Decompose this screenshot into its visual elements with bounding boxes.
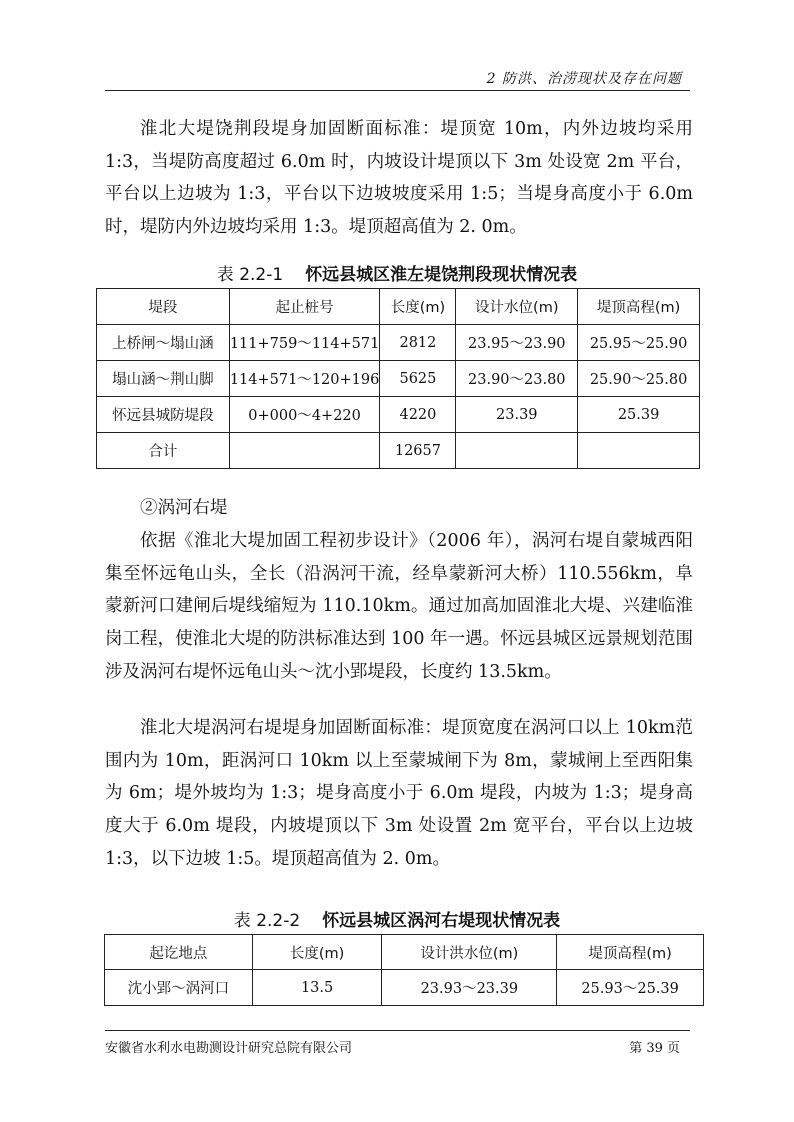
table-cell-total: 12657 xyxy=(380,433,456,469)
table-cell: 25.95～25.90 xyxy=(578,325,700,361)
table1-header-row xyxy=(97,289,700,325)
table-cell: 25.90～25.80 xyxy=(578,361,700,397)
table-cell: 13.5 xyxy=(252,970,382,1006)
table1-header-cell: 堤段 xyxy=(97,289,230,325)
paragraph-guohe-overview: 依据《淮北大堤加固工程初步设计》（2006 年），涡河右堤自蒙城西阳集至怀远龟山头，全长（沿涡河干流，经阜蒙新河大桥）110.556km，阜蒙新河口建闸后堤线缩短为 110.10km。通过加高加固淮北大堤、兴建临淮岗工程，使淮北大堤的防洪标准达到 100 年一遇。怀远县城区远景规划范围涉及涡河右堤怀远龟山头～沈小郢堤段，长度约 13.5km。 xyxy=(105,531,693,682)
table-cell: 111+759～114+571 xyxy=(229,325,380,361)
footer-organization: 安徽省水利水电勘测设计研究总院有限公司 xyxy=(105,1041,353,1056)
table-cell: 塌山涵～荆山脚 xyxy=(97,361,230,397)
chapter-title: 2 防洪、治涝现状及存在问题 xyxy=(486,71,682,87)
table2-header-cell: 设计洪水位(m) xyxy=(382,935,557,970)
table-cell: 25.39 xyxy=(578,397,700,433)
section-heading: ②涡河右堤 xyxy=(140,498,228,518)
table2-header-cell: 长度(m) xyxy=(252,935,382,970)
table1-header-cell: 起止桩号 xyxy=(229,289,380,325)
table2-header-cell: 堤顶高程(m) xyxy=(557,935,704,970)
table-cell: 23.95～23.90 xyxy=(456,325,578,361)
table-cell: 2812 xyxy=(380,325,456,361)
table2-number: 表 2.2-2 xyxy=(233,911,301,931)
table-cell: 25.93～25.39 xyxy=(557,970,704,1006)
table-row xyxy=(97,325,700,361)
table-cell: 4220 xyxy=(380,397,456,433)
table-row xyxy=(97,397,700,433)
table-cell: 5625 xyxy=(380,361,456,397)
table-cell: 合计 xyxy=(97,433,230,469)
table1-header-cell: 长度(m) xyxy=(380,289,456,325)
table-cell: 23.93～23.39 xyxy=(382,970,557,1006)
table-cell: 0+000～4+220 xyxy=(229,397,380,433)
table-cell: 114+571～120+196 xyxy=(229,361,380,397)
table1 xyxy=(96,288,700,469)
table-row xyxy=(105,970,704,1006)
paragraph-guohe-standard: 淮北大堤涡河右堤堤身加固断面标准：堤顶宽度在涡河口以上 10km范围内为 10m，距涡河口 10km 以上至蒙城闸下为 8m，蒙城闸上至西阳集为 6m；堤外坡均为 1:3；堤身高度小于 6.0m 堤段，内坡为 1:3；堤身高度大于 6.0m 堤段，内坡堤顶以下 3m 处设置 2m 宽平台，平台以上边坡 1:3，以下边坡 1:5。堤顶超高值为 2. 0m。 xyxy=(105,718,693,869)
page-header xyxy=(105,62,690,91)
table1-header-cell: 设计水位(m) xyxy=(456,289,578,325)
table-cell: 沈小郢～涡河口 xyxy=(105,970,253,1006)
table-cell: 怀远县城防堤段 xyxy=(97,397,230,433)
table1-caption xyxy=(0,260,794,285)
table2-header-cell: 起讫地点 xyxy=(105,935,253,970)
table-row-total xyxy=(97,433,700,469)
table-cell xyxy=(578,433,700,469)
table2-header-row xyxy=(105,935,704,970)
table-cell: 上桥闸～塌山涵 xyxy=(97,325,230,361)
table2-caption xyxy=(0,906,794,931)
table2-title: 怀远县城区涡河右堤现状情况表 xyxy=(322,911,561,931)
table-cell: 23.39 xyxy=(456,397,578,433)
paragraph-section-standard: 淮北大堤饶荆段堤身加固断面标准：堤顶宽 10m，内外边坡均采用1:3，当堤防高度超过 6.0m 时，内坡设计堤顶以下 3m 处设宽 2m 平台，平台以上边坡为 1:3，平台以下边坡坡度采用 1:5；当堤身高度小于 6.0m时，堤防内外边坡均采用 1:3。堤顶超高值为 2. 0m。 xyxy=(105,119,693,238)
table1-header-cell: 堤顶高程(m) xyxy=(578,289,700,325)
page-number: 第 39 页 xyxy=(629,1041,680,1056)
table1-number: 表 2.2-1 xyxy=(216,265,284,285)
page-footer xyxy=(105,1030,690,1056)
table1-title: 怀远县城区淮左堤饶荆段现状情况表 xyxy=(305,265,578,285)
table-cell: 23.90～23.80 xyxy=(456,361,578,397)
table2 xyxy=(104,934,704,1006)
table-row xyxy=(97,361,700,397)
table-cell xyxy=(229,433,380,469)
table-cell xyxy=(456,433,578,469)
